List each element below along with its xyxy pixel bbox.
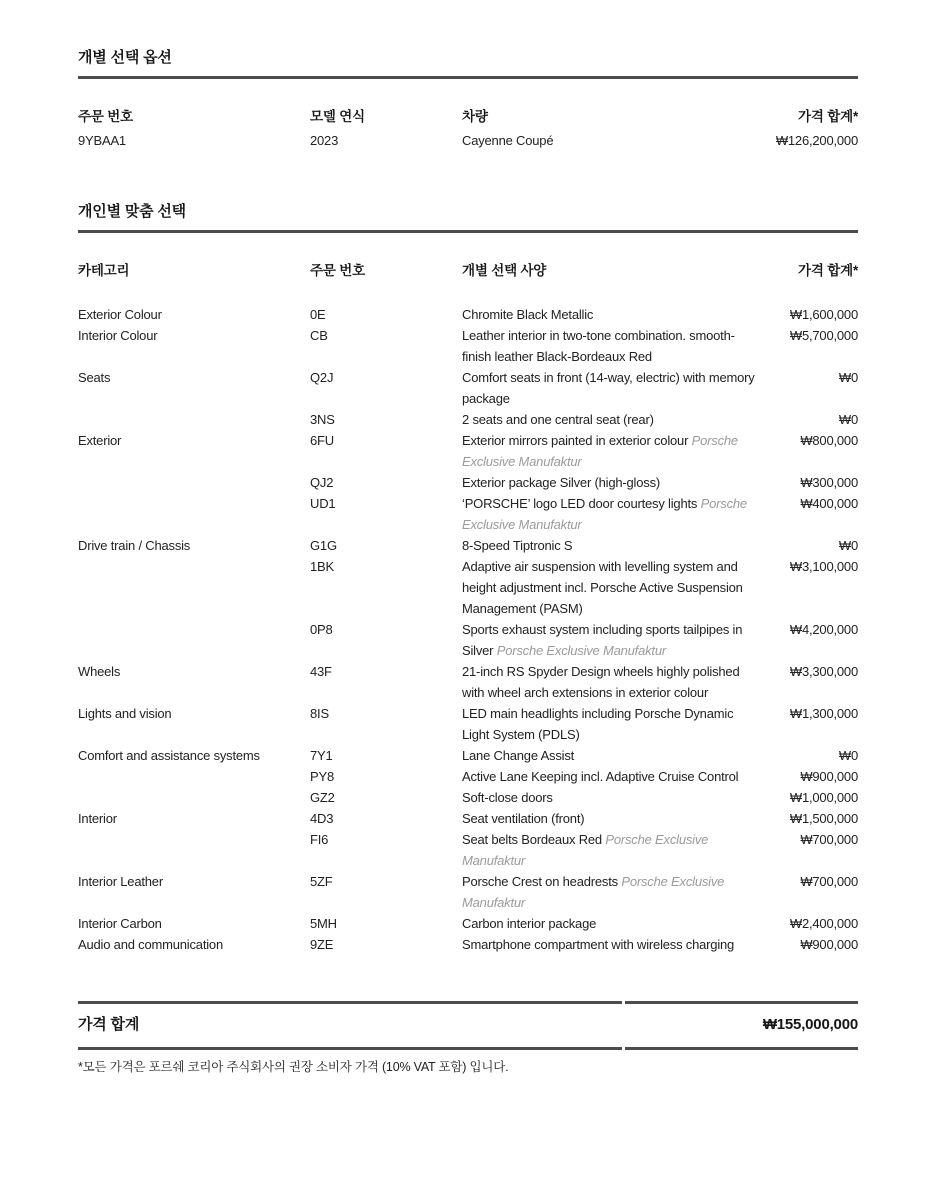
option-manufaktur-note: Porsche Exclusive Manufaktur bbox=[462, 874, 725, 910]
option-category: Wheels bbox=[78, 664, 121, 679]
option-price: ₩2,400,000 bbox=[789, 916, 858, 931]
option-description bbox=[462, 367, 762, 409]
option-description bbox=[462, 934, 762, 955]
option-category: Audio and communication bbox=[78, 937, 223, 952]
option-price: ₩1,500,000 bbox=[789, 811, 858, 826]
vehicle-table-header-row bbox=[78, 106, 858, 130]
header-price-total: 가격 합계* bbox=[798, 109, 858, 124]
option-row bbox=[78, 808, 858, 829]
option-description-text: Sports exhaust system including sports tailpipes in Silver bbox=[462, 622, 743, 658]
options-table-header-row bbox=[78, 260, 858, 282]
option-description bbox=[462, 430, 762, 472]
option-price: ₩4,200,000 bbox=[789, 622, 858, 637]
option-code: G1G bbox=[310, 538, 337, 553]
option-code: CB bbox=[310, 328, 328, 343]
option-description-text: Smartphone compartment with wireless charging bbox=[462, 937, 735, 952]
option-description bbox=[462, 619, 762, 661]
option-description-text: Seat belts Bordeaux Red bbox=[462, 832, 602, 847]
option-price: ₩0 bbox=[838, 412, 858, 427]
option-description bbox=[462, 913, 762, 934]
option-price: ₩1,600,000 bbox=[789, 307, 858, 322]
option-description bbox=[462, 808, 762, 829]
option-price: ₩3,300,000 bbox=[789, 664, 858, 679]
option-description bbox=[462, 661, 762, 703]
option-price: ₩300,000 bbox=[800, 475, 858, 490]
option-row bbox=[78, 367, 858, 409]
option-price: ₩0 bbox=[838, 748, 858, 763]
option-description-text: Exterior package Silver (high-gloss) bbox=[462, 475, 660, 490]
option-description bbox=[462, 493, 762, 535]
option-category: Exterior bbox=[78, 433, 122, 448]
option-description-text: Leather interior in two-tone combination. smooth-finish leather Black-Bordeaux Red bbox=[462, 328, 735, 364]
option-description bbox=[462, 703, 762, 745]
header-model-year: 모델 연식 bbox=[310, 109, 365, 124]
option-description-text: Adaptive air suspension with levelling system and height adjustment incl. Porsche Active Suspension Management (PASM) bbox=[462, 559, 743, 616]
section-divider bbox=[78, 76, 858, 79]
option-category: Seats bbox=[78, 370, 111, 385]
option-description-text: Seat ventilation (front) bbox=[462, 811, 585, 826]
option-description-text: LED main headlights including Porsche Dynamic Light System (PDLS) bbox=[462, 706, 734, 742]
vehicle-name: Cayenne Coupé bbox=[462, 133, 554, 148]
header-spec: 개별 선택 사양 bbox=[462, 263, 547, 278]
option-description-text: ‘PORSCHE’ logo LED door courtesy lights bbox=[462, 496, 698, 511]
option-category: Exterior Colour bbox=[78, 307, 162, 322]
option-category: Lights and vision bbox=[78, 706, 172, 721]
option-row bbox=[78, 766, 858, 787]
option-code: 43F bbox=[310, 664, 332, 679]
option-description-text: Comfort seats in front (14-way, electric) with memory package bbox=[462, 370, 755, 406]
price-total-row bbox=[78, 1001, 858, 1050]
vehicle-order-number: 9YBAA1 bbox=[78, 133, 126, 148]
option-row bbox=[78, 871, 858, 913]
section-divider bbox=[78, 230, 858, 233]
option-row bbox=[78, 829, 858, 871]
option-code: 5MH bbox=[310, 916, 337, 931]
option-code: 8IS bbox=[310, 706, 329, 721]
option-description bbox=[462, 472, 762, 493]
option-description-text: Chromite Black Metallic bbox=[462, 307, 594, 322]
option-description-text: 21-inch RS Spyder Design wheels highly polished with wheel arch extensions in exterior colour bbox=[462, 664, 740, 700]
option-code: 0E bbox=[310, 307, 326, 322]
option-row bbox=[78, 934, 858, 955]
option-row bbox=[78, 535, 858, 556]
option-row bbox=[78, 913, 858, 934]
option-code: 3NS bbox=[310, 412, 335, 427]
option-description bbox=[462, 829, 762, 871]
option-description bbox=[462, 535, 762, 556]
option-manufaktur-note: Porsche Exclusive Manufaktur bbox=[462, 832, 709, 868]
option-price: ₩700,000 bbox=[800, 874, 858, 889]
option-price: ₩900,000 bbox=[800, 937, 858, 952]
option-code: 9ZE bbox=[310, 937, 334, 952]
header-order-number: 주문 번호 bbox=[78, 109, 133, 124]
option-category: Interior Carbon bbox=[78, 916, 162, 931]
option-price: ₩700,000 bbox=[800, 832, 858, 847]
option-code: FI6 bbox=[310, 832, 329, 847]
option-description bbox=[462, 871, 762, 913]
option-code: 4D3 bbox=[310, 811, 334, 826]
option-price: ₩900,000 bbox=[800, 769, 858, 784]
option-category: Drive train / Chassis bbox=[78, 538, 191, 553]
option-price: ₩800,000 bbox=[800, 433, 858, 448]
option-description-text: Active Lane Keeping incl. Adaptive Cruise Control bbox=[462, 769, 739, 784]
option-price: ₩1,300,000 bbox=[789, 706, 858, 721]
option-description bbox=[462, 409, 762, 430]
option-category: Interior bbox=[78, 811, 117, 826]
option-code: UD1 bbox=[310, 496, 336, 511]
option-price: ₩3,100,000 bbox=[789, 559, 858, 574]
option-description bbox=[462, 556, 762, 619]
option-code: PY8 bbox=[310, 769, 334, 784]
option-category: Interior Colour bbox=[78, 328, 158, 343]
header-category: 카테고리 bbox=[78, 263, 130, 278]
header-vehicle: 차량 bbox=[462, 109, 488, 124]
option-code: 0P8 bbox=[310, 622, 333, 637]
options-table-body bbox=[78, 304, 858, 955]
vehicle-model-year: 2023 bbox=[310, 133, 339, 148]
option-row bbox=[78, 304, 858, 325]
vat-footnote: *모든 가격은 포르쉐 코리아 주식회사의 권장 소비자 가격 (10% VAT 포함) 입니다. bbox=[78, 1060, 509, 1074]
option-manufaktur-note: Porsche Exclusive Manufaktur bbox=[462, 433, 738, 469]
option-row bbox=[78, 325, 858, 367]
option-description bbox=[462, 325, 762, 367]
section-title-individual-options: 개별 선택 옵션 bbox=[78, 49, 172, 66]
option-code: QJ2 bbox=[310, 475, 334, 490]
option-code: Q2J bbox=[310, 370, 334, 385]
option-code: 7Y1 bbox=[310, 748, 333, 763]
option-description-text: 2 seats and one central seat (rear) bbox=[462, 412, 654, 427]
option-manufaktur-note: Porsche Exclusive Manufaktur bbox=[496, 643, 666, 658]
price-total-value: ₩155,000,000 bbox=[625, 1001, 858, 1050]
option-price: ₩0 bbox=[838, 370, 858, 385]
option-row bbox=[78, 745, 858, 766]
option-description bbox=[462, 787, 762, 808]
option-row bbox=[78, 472, 858, 493]
option-row bbox=[78, 409, 858, 430]
option-description-text: 8-Speed Tiptronic S bbox=[462, 538, 573, 553]
option-description-text: Lane Change Assist bbox=[462, 748, 575, 763]
option-description bbox=[462, 766, 762, 787]
option-price: ₩400,000 bbox=[800, 496, 858, 511]
option-row bbox=[78, 619, 858, 661]
option-description bbox=[462, 745, 762, 766]
option-row bbox=[78, 703, 858, 745]
section-personal-options bbox=[78, 200, 858, 955]
option-category: Interior Leather bbox=[78, 874, 163, 889]
option-description-text: Soft-close doors bbox=[462, 790, 553, 805]
option-code: GZ2 bbox=[310, 790, 335, 805]
option-row bbox=[78, 556, 858, 619]
option-category: Comfort and assistance systems bbox=[78, 748, 260, 763]
option-row bbox=[78, 787, 858, 808]
option-price: ₩1,000,000 bbox=[789, 790, 858, 805]
option-row bbox=[78, 430, 858, 472]
option-code: 5ZF bbox=[310, 874, 333, 889]
vehicle-table-value-row bbox=[78, 130, 858, 154]
price-total-label: 가격 합계 bbox=[78, 1001, 622, 1050]
option-code: 6FU bbox=[310, 433, 334, 448]
header-order-number: 주문 번호 bbox=[310, 263, 365, 278]
option-row bbox=[78, 661, 858, 703]
option-manufaktur-note: Porsche Exclusive Manufaktur bbox=[462, 496, 747, 532]
vehicle-price-total: ₩126,200,000 bbox=[775, 133, 858, 148]
option-description-text: Exterior mirrors painted in exterior colour bbox=[462, 433, 689, 448]
option-description-text: Porsche Crest on headrests bbox=[462, 874, 618, 889]
option-price: ₩5,700,000 bbox=[789, 328, 858, 343]
option-code: 1BK bbox=[310, 559, 334, 574]
section-title-personal-options: 개인별 맞춤 선택 bbox=[78, 203, 186, 220]
option-price: ₩0 bbox=[838, 538, 858, 553]
option-row bbox=[78, 493, 858, 535]
section-individual-options bbox=[78, 46, 858, 154]
header-price-total: 가격 합계* bbox=[798, 263, 858, 278]
option-description bbox=[462, 304, 762, 325]
option-description-text: Carbon interior package bbox=[462, 916, 597, 931]
